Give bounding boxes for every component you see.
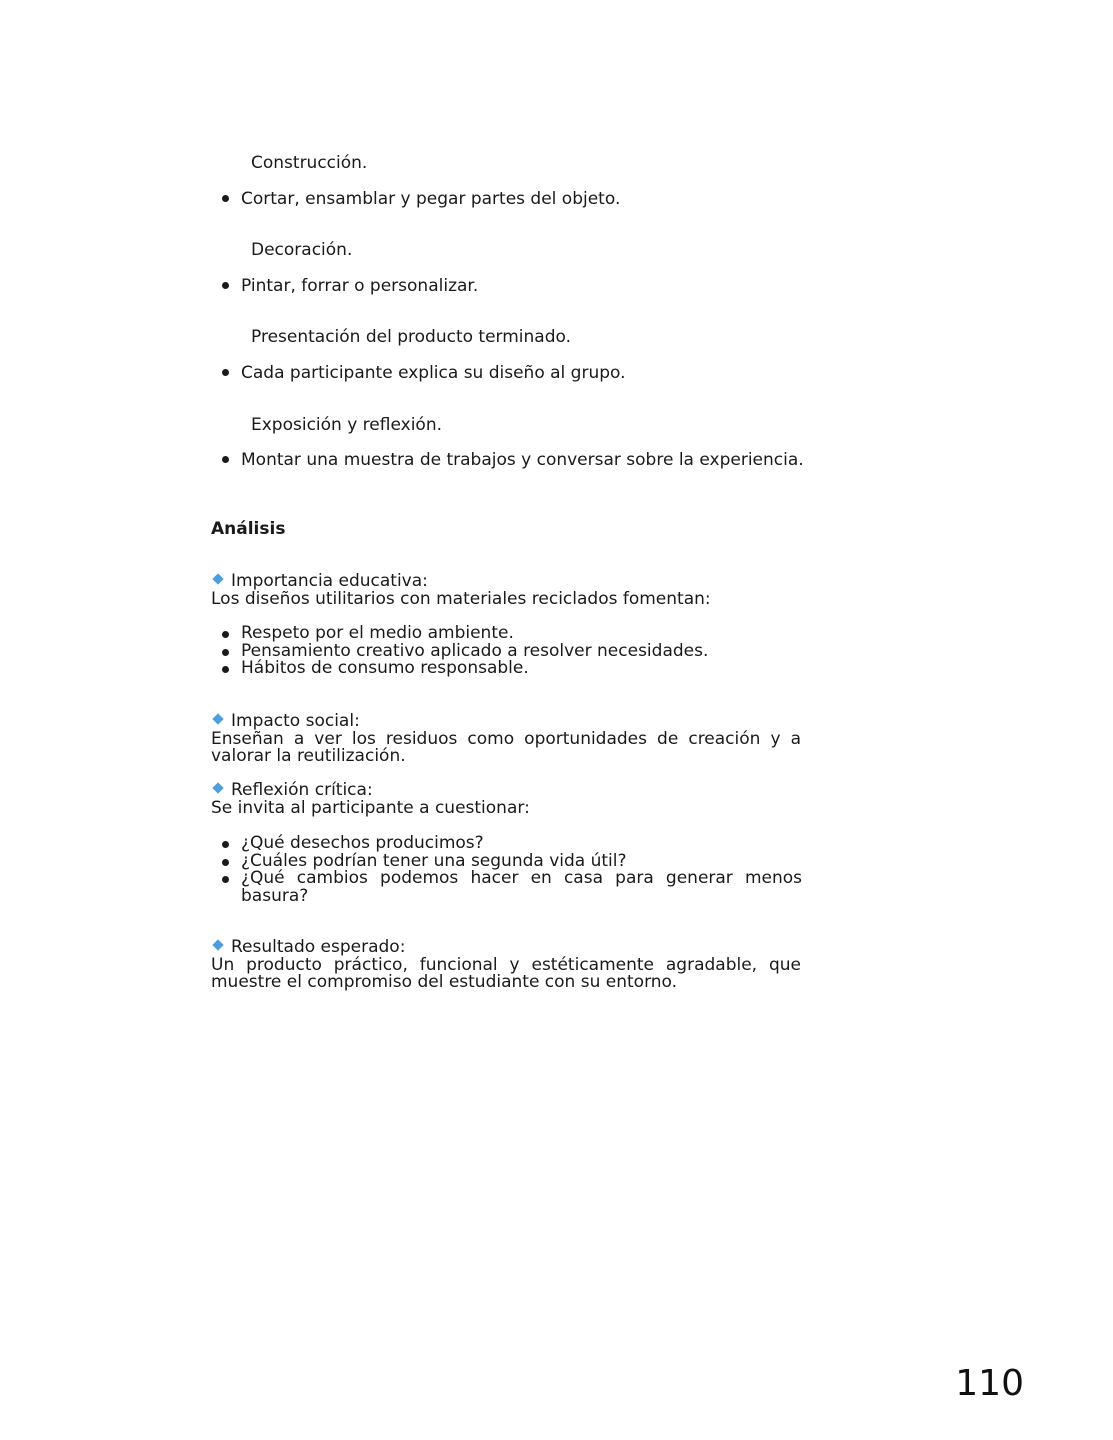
- critical-label: [211, 782, 801, 800]
- diamond-icon: [212, 782, 223, 793]
- stage-title: Decoración.: [251, 240, 353, 260]
- result-label-text: Resultado esperado:: [231, 937, 406, 957]
- list-item-text: ¿Cuáles podrían tener una segunda vida útil?: [241, 850, 627, 871]
- importance-label: [211, 573, 801, 591]
- bullet-icon: [222, 369, 229, 376]
- result-text: Un producto práctico, funcional y estéticamente agradable, que muestre el compromiso del estudiante con su entorno.: [211, 954, 801, 992]
- social-label: [211, 713, 801, 731]
- list-item-text: Hábitos de consumo responsable.: [241, 658, 529, 678]
- result-section: [211, 939, 801, 992]
- stage-bullet: [222, 277, 478, 295]
- bullet-icon: [222, 666, 229, 673]
- critical-intro: Se invita al participante a cuestionar:: [211, 797, 530, 818]
- diamond-icon: [212, 713, 223, 724]
- bullet-icon: [222, 859, 229, 866]
- stage-bullet-text: Cada participante explica su diseño al grupo.: [241, 363, 626, 383]
- stage-bullet-text: Pintar, forrar o personalizar.: [241, 276, 479, 296]
- stage-bullet-text: Montar una muestra de trabajos y conversar sobre la experiencia.: [241, 450, 804, 470]
- diamond-icon: [212, 939, 223, 950]
- bullet-icon: [222, 631, 229, 638]
- social-section: [211, 713, 801, 766]
- stage-bullet-text: Cortar, ensamblar y pegar partes del objeto.: [241, 189, 621, 209]
- result-label: [211, 939, 801, 957]
- stage-title: Construcción.: [251, 153, 368, 173]
- importance-section: [211, 573, 801, 608]
- social-text: Enseñan a ver los residuos como oportunidades de creación y a valorar la reutilización.: [211, 728, 801, 766]
- list-item-text: Respeto por el medio ambiente.: [241, 623, 514, 643]
- bullet-icon: [222, 195, 229, 202]
- stage-bullet: [222, 451, 804, 469]
- list-item-text: ¿Qué cambios podemos hacer en casa para generar menos basura?: [241, 868, 802, 906]
- page-number: 110: [955, 1363, 1024, 1404]
- stage-bullet: [222, 364, 626, 382]
- bullet-icon: [222, 876, 229, 883]
- bullet-icon: [222, 649, 229, 656]
- list-item-text: Pensamiento creativo aplicado a resolver necesidades.: [241, 640, 709, 661]
- bullet-icon: [222, 282, 229, 289]
- critical-list: [222, 835, 802, 905]
- importance-label-text: Importancia educativa:: [231, 571, 428, 591]
- importance-list: [222, 625, 802, 678]
- bullet-icon: [222, 841, 229, 848]
- list-item-text: ¿Qué desechos producimos?: [241, 833, 484, 853]
- list-item: [222, 870, 802, 905]
- stage-bullet: [222, 190, 620, 208]
- importance-intro: Los diseños utilitarios con materiales reciclados fomentan:: [211, 588, 711, 609]
- stage-title: Exposición y reflexión.: [251, 415, 442, 435]
- diamond-icon: [212, 573, 223, 584]
- critical-section: [211, 782, 801, 817]
- stage-title: Presentación del producto terminado.: [251, 327, 572, 347]
- social-label-text: Impacto social:: [231, 711, 360, 731]
- analysis-heading: Análisis: [211, 519, 286, 539]
- critical-label-text: Reflexión crítica:: [231, 780, 373, 800]
- bullet-icon: [222, 456, 229, 463]
- list-item: [222, 660, 802, 678]
